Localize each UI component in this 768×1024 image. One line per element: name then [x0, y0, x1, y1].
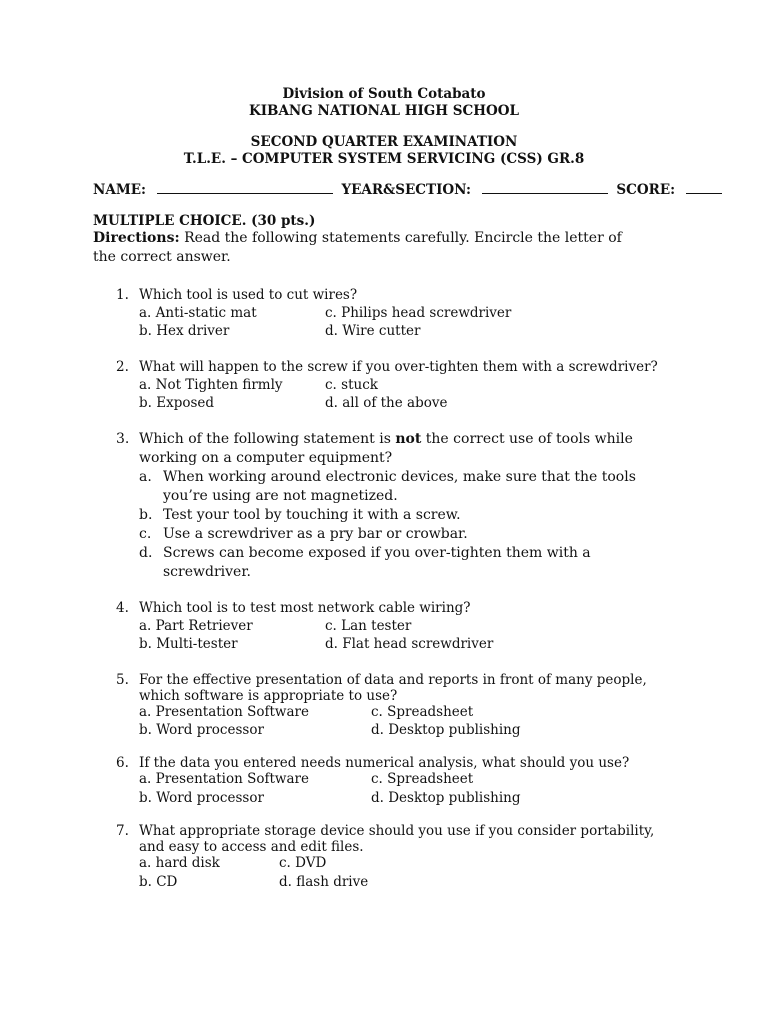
option-letter-b[interactable]: b. — [139, 507, 153, 523]
question-text: Which tool is to test most network cable wiring? — [139, 600, 471, 616]
directions — [93, 230, 622, 246]
option-d[interactable]: d. all of the above — [325, 395, 448, 411]
option-letter-c[interactable]: c. — [139, 526, 152, 542]
question-number: 1. — [116, 287, 129, 303]
division-title: Division of South Cotabato — [282, 86, 486, 102]
option-b[interactable]: b. Exposed — [139, 395, 215, 411]
question-text-part: Which of the following statement is — [139, 431, 396, 447]
option-a[interactable]: When working around electronic devices, make sure that the tools — [163, 469, 636, 485]
option-d[interactable]: d. Desktop publishing — [371, 790, 521, 806]
option-c[interactable]: c. stuck — [325, 377, 378, 393]
option-b[interactable]: b. Hex driver — [139, 323, 230, 339]
year-section-blank[interactable] — [482, 192, 608, 194]
option-b[interactable]: b. Word processor — [139, 722, 264, 738]
option-a[interactable]: a. Anti-static mat — [139, 305, 257, 321]
option-d[interactable]: d. flash drive — [279, 874, 369, 890]
option-b[interactable]: Test your tool by touching it with a screw. — [163, 507, 461, 523]
option-c[interactable]: c. Philips head screwdriver — [325, 305, 512, 321]
name-blank[interactable] — [157, 192, 333, 194]
option-b[interactable]: b. Multi-tester — [139, 636, 238, 652]
option-a[interactable]: a. Part Retriever — [139, 618, 253, 634]
directions-text-cont: the correct answer. — [93, 249, 231, 265]
question-number: 2. — [116, 359, 129, 375]
option-d[interactable]: d. Flat head screwdriver — [325, 636, 494, 652]
option-a-cont[interactable]: you’re using are not magnetized. — [163, 488, 398, 504]
student-info-row — [93, 182, 722, 198]
option-b[interactable]: b. CD — [139, 874, 178, 890]
question-text-cont: working on a computer equipment? — [139, 450, 393, 466]
question-text: If the data you entered needs numerical analysis, what should you use? — [139, 755, 630, 771]
directions-text: Read the following statements carefully. Encircle the letter of — [179, 230, 622, 246]
score-blank[interactable] — [686, 192, 722, 194]
option-letter-d[interactable]: d. — [139, 545, 153, 561]
option-d[interactable]: d. Desktop publishing — [371, 722, 521, 738]
option-a[interactable]: a. hard disk — [139, 855, 220, 871]
option-d[interactable]: Screws can become exposed if you over-tighten them with a — [163, 545, 591, 561]
year-section-label: YEAR&SECTION: — [341, 182, 471, 198]
school-title: KIBANG NATIONAL HIGH SCHOOL — [248, 103, 520, 119]
question-number: 3. — [116, 431, 130, 447]
option-c[interactable]: c. Lan tester — [325, 618, 412, 634]
question-number: 4. — [116, 600, 129, 616]
option-a[interactable]: a. Not Tighten firmly — [139, 377, 283, 393]
option-c[interactable]: c. Spreadsheet — [371, 771, 474, 787]
question-text: What appropriate storage device should you use if you consider portability, — [139, 823, 655, 839]
option-c[interactable]: c. Spreadsheet — [371, 704, 474, 720]
option-letter-a[interactable]: a. — [139, 469, 152, 485]
exam-title: SECOND QUARTER EXAMINATION — [250, 134, 518, 150]
question-number: 7. — [116, 823, 129, 839]
option-a[interactable]: a. Presentation Software — [139, 771, 309, 787]
question-number: 5. — [116, 672, 129, 688]
question-text: Which tool is used to cut wires? — [139, 287, 358, 303]
option-c[interactable]: Use a screwdriver as a pry bar or crowbar. — [163, 526, 468, 542]
question-text — [139, 431, 633, 447]
option-a[interactable]: a. Presentation Software — [139, 704, 309, 720]
score-label: SCORE: — [616, 182, 676, 198]
option-b[interactable]: b. Word processor — [139, 790, 264, 806]
directions-label: Directions: — [93, 230, 180, 246]
option-c[interactable]: c. DVD — [279, 855, 327, 871]
option-d-cont[interactable]: screwdriver. — [163, 564, 251, 580]
name-label: NAME: — [93, 182, 147, 198]
question-text: For the effective presentation of data and reports in front of many people, — [139, 672, 647, 688]
section-title: MULTIPLE CHOICE. (30 pts.) — [93, 213, 316, 229]
question-number: 6. — [116, 755, 129, 771]
question-text-part: the correct use of tools while — [421, 431, 633, 447]
option-d[interactable]: d. Wire cutter — [325, 323, 421, 339]
question-text: What will happen to the screw if you over-tighten them with a screwdriver? — [139, 359, 658, 375]
emphasis-not: not — [395, 431, 422, 447]
question-text-cont: which software is appropriate to use? — [139, 688, 398, 704]
question-text-cont: and easy to access and edit files. — [139, 839, 364, 855]
subject-title: T.L.E. – COMPUTER SYSTEM SERVICING (CSS) GR.8 — [183, 151, 585, 167]
